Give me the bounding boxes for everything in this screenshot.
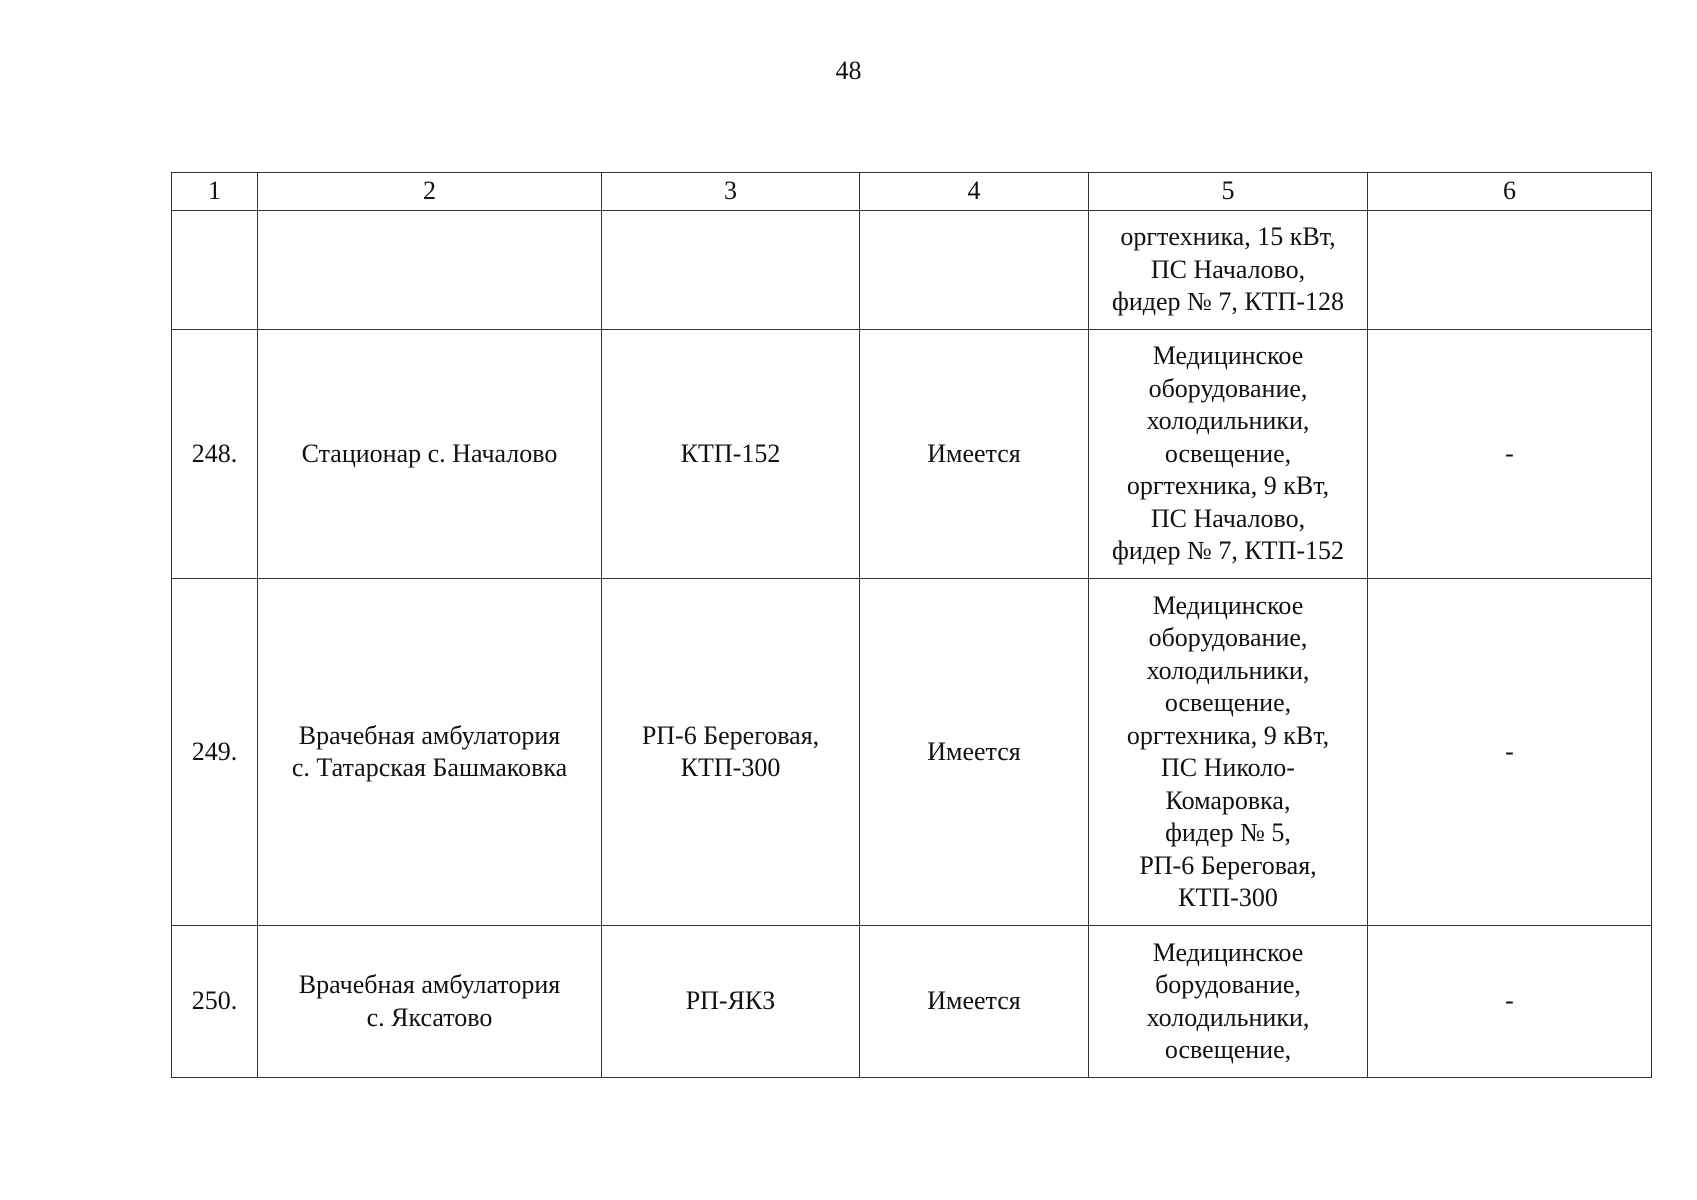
availability-cell: Имеется bbox=[860, 579, 1089, 926]
cell-line: оборудование, bbox=[1148, 373, 1308, 403]
cell-line: борудование, bbox=[1155, 970, 1301, 999]
page-number: 48 bbox=[835, 56, 862, 85]
cell-line: ПС Николо- bbox=[1161, 753, 1295, 782]
cell-line: Медицинское bbox=[1152, 341, 1304, 371]
row-number-cell bbox=[172, 211, 258, 330]
load-description-cell bbox=[1089, 579, 1368, 926]
object-name-cell bbox=[258, 926, 602, 1078]
cell-line: фидер № 7, КТП-128 bbox=[1112, 287, 1344, 317]
row-number-cell: 250. bbox=[172, 926, 258, 1078]
load-description-cell bbox=[1089, 926, 1368, 1078]
cell-line: Стационар с. Началово bbox=[301, 438, 558, 468]
cell-line: Врачебная амбулатория bbox=[298, 970, 561, 999]
load-description-cell bbox=[1089, 330, 1368, 579]
note-cell: - bbox=[1368, 579, 1652, 926]
cell-line: оргтехника, 15 кВт, bbox=[1120, 222, 1336, 252]
column-header: 5 bbox=[1089, 173, 1368, 211]
cell-line: холодильники, bbox=[1146, 406, 1310, 436]
cell-line: освещение, bbox=[1164, 688, 1292, 717]
table-header-row bbox=[172, 173, 1652, 211]
cell-line: КТП-152 bbox=[680, 438, 781, 468]
cell-line: Комаровка, bbox=[1165, 785, 1291, 815]
power-source-cell bbox=[602, 330, 860, 579]
power-source-cell bbox=[602, 579, 860, 926]
cell-line: ПС Началово, bbox=[1150, 254, 1306, 284]
cell-line: с. Яксатово bbox=[366, 1002, 493, 1032]
row-number-cell: 249. bbox=[172, 579, 258, 926]
power-source-cell bbox=[602, 926, 860, 1078]
note-cell: - bbox=[1368, 926, 1652, 1078]
cell-line: ПС Началово, bbox=[1150, 503, 1306, 533]
cell-line: КТП-300 bbox=[680, 753, 781, 782]
table-row bbox=[172, 926, 1652, 1078]
column-header: 2 bbox=[258, 173, 602, 211]
table-row bbox=[172, 330, 1652, 579]
cell-line: Медицинское bbox=[1152, 937, 1304, 967]
cell-line: РП-ЯКЗ bbox=[685, 986, 776, 1016]
table-row bbox=[172, 211, 1652, 330]
column-header: 3 bbox=[602, 173, 860, 211]
cell-line: оборудование, bbox=[1148, 623, 1308, 652]
load-description-cell bbox=[1089, 211, 1368, 330]
cell-line: холодильники, bbox=[1146, 655, 1310, 685]
column-header: 6 bbox=[1368, 173, 1652, 211]
object-name-cell bbox=[258, 330, 602, 579]
cell-line: фидер № 7, КТП-152 bbox=[1112, 536, 1344, 566]
cell-line: освещение, bbox=[1164, 1035, 1292, 1064]
object-name-cell bbox=[258, 579, 602, 926]
note-cell: - bbox=[1368, 330, 1652, 579]
data-table bbox=[171, 172, 1652, 1078]
cell-line: РП-6 Береговая, bbox=[1139, 850, 1317, 880]
cell-line: фидер № 5, bbox=[1165, 818, 1291, 847]
note-cell bbox=[1368, 211, 1652, 330]
power-source-cell bbox=[602, 211, 860, 330]
availability-cell: Имеется bbox=[860, 926, 1089, 1078]
cell-line: КТП-300 bbox=[1178, 883, 1278, 912]
cell-line: оргтехника, 9 кВт, bbox=[1126, 720, 1330, 750]
cell-line: с. Татарская Башмаковка bbox=[291, 753, 568, 782]
cell-line: холодильники, bbox=[1146, 1002, 1310, 1032]
availability-cell bbox=[860, 211, 1089, 330]
column-header: 1 bbox=[172, 173, 258, 211]
object-name-cell bbox=[258, 211, 602, 330]
row-number-cell: 248. bbox=[172, 330, 258, 579]
cell-line: РП-6 Береговая, bbox=[641, 720, 820, 750]
availability-cell: Имеется bbox=[860, 330, 1089, 579]
column-header: 4 bbox=[860, 173, 1089, 211]
cell-line: оргтехника, 9 кВт, bbox=[1126, 471, 1330, 501]
cell-line: освещение, bbox=[1164, 438, 1292, 468]
cell-line: Медицинское bbox=[1152, 590, 1304, 620]
table-row bbox=[172, 579, 1652, 926]
cell-line: Врачебная амбулатория bbox=[298, 720, 561, 750]
